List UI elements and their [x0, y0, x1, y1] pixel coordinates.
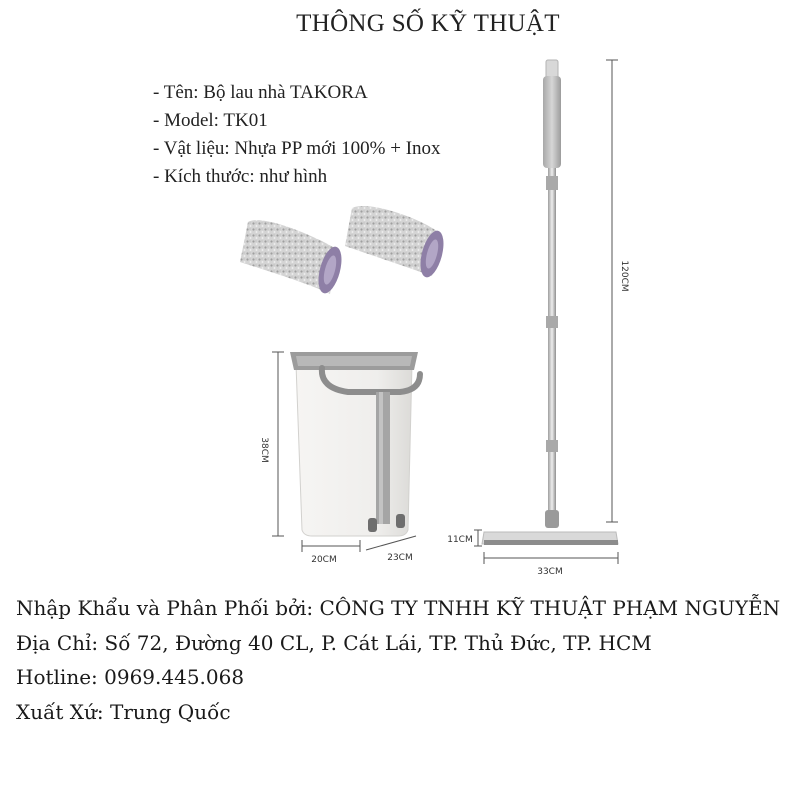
dimension-label-bucket-depth: 23CM	[387, 553, 413, 563]
dimension-label-mop-height: 11CM	[447, 535, 473, 545]
dimension-bucket-depth	[366, 536, 416, 563]
dimension-bucket-width	[302, 540, 360, 565]
origin-text: Xuất Xứ: Trung Quốc	[16, 699, 231, 724]
mop-pad-left	[240, 220, 346, 296]
company-info	[16, 591, 786, 729]
spec-item-size: - Kích thước: như hình	[153, 166, 328, 187]
mop-stick	[482, 60, 618, 545]
dimension-handle	[606, 60, 629, 522]
spec-item-name: - Tên: Bộ lau nhà TAKORA	[153, 82, 368, 103]
dimension-mop-height	[447, 530, 482, 546]
spec-item-material: - Vật liệu: Nhựa PP mới 100% + Inox	[153, 138, 441, 159]
page-title: THÔNG SỐ KỸ THUẬT	[296, 10, 560, 37]
hotline-text: Hotline: 0969.445.068	[16, 665, 245, 689]
spec-item-model: - Model: TK01	[153, 110, 268, 131]
dimension-mop-width	[484, 552, 618, 577]
dimension-bucket-height	[259, 352, 284, 536]
dimension-label-mop-width: 33CM	[537, 567, 563, 577]
bucket	[290, 352, 420, 536]
address-text: Địa Chỉ: Số 72, Đường 40 CL, P. Cát Lái, TP. Thủ Đức, TP. HCM	[16, 630, 652, 655]
dimension-label-bucket-width: 20CM	[311, 555, 337, 565]
dimension-label-handle: 120CM	[619, 260, 629, 292]
mop-pad-right	[345, 206, 448, 280]
importer-text: Nhập Khẩu và Phân Phối bởi: CÔNG TY TNHH KỸ THUẬT PHẠM NGUYỄN	[16, 596, 781, 620]
dimension-label-bucket-height: 38CM	[259, 437, 269, 463]
